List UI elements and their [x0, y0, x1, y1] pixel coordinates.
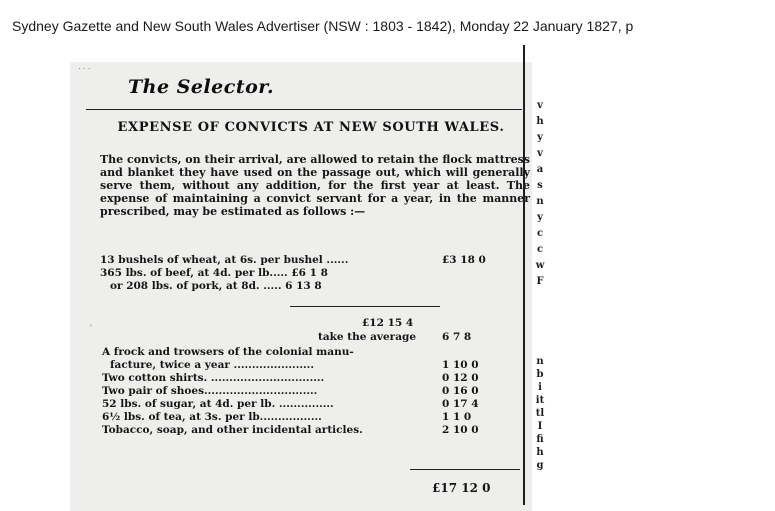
fragment-letter: c [536, 244, 544, 255]
clothing-amount: 0 16 0 [442, 385, 479, 397]
fragment-letter: i [538, 382, 542, 393]
subtotal-rule [290, 306, 440, 307]
clothing-row: Two pair of shoes............................... [102, 385, 318, 397]
clothing-row: Tobacco, soap, and other incidental articles. [102, 424, 363, 436]
fragment-letter: n [536, 356, 544, 367]
fragment-letter: b [536, 369, 544, 380]
fragment-letter: g [536, 460, 544, 471]
food-row-wheat [100, 254, 348, 266]
fragment-letter: tl [535, 408, 545, 419]
fragment-letter: it [535, 395, 545, 406]
clothing-amount: 0 12 0 [442, 372, 479, 384]
fragment-letter: h [536, 447, 544, 458]
fragment-letter: s [537, 180, 543, 191]
total-rule [410, 469, 520, 470]
fragment-letter: v [537, 100, 543, 111]
clothing-amount: 1 10 0 [442, 359, 479, 371]
article-body: The convicts, on their arrival, are allowed to retain the flock mattress and blanket they have used on the passage out, which will generally serve them, without any addition, for the first year at least. The expense of maintaining a convict servant for a year, in the manner prescribed, may be estimated as follows :— [100, 153, 530, 218]
fragment-letter: y [537, 132, 543, 143]
fragment-letter: w [535, 260, 545, 271]
average-amount: 6 7 8 [442, 331, 472, 343]
grand-total: £17 12 0 [432, 481, 491, 495]
fragment-letter: F [536, 276, 544, 287]
newspaper-clipping [70, 62, 532, 511]
clothing-row: facture, twice a year ...................... [110, 359, 314, 371]
section-title: The Selector. [128, 76, 275, 98]
food-row-wheat-amount: £3 18 0 [442, 254, 486, 266]
fragment-letter: h [536, 116, 544, 127]
fragment-letter: a [536, 164, 544, 175]
fragment-letter: fi [536, 434, 544, 445]
adjacent-column-fragment-lower [533, 355, 547, 472]
fragment-letter: y [537, 212, 543, 223]
subtotal: £12 15 4 [362, 317, 414, 329]
fragment-letter: n [536, 196, 544, 207]
article-title: EXPENSE OF CONVICTS AT NEW SOUTH WALES. [117, 120, 505, 135]
row-item: 13 bushels of wheat, at 6s. per bushel ...... [100, 254, 349, 266]
food-row-beef: 365 lbs. of beef, at 4d. per lb..... £6 1 8 [100, 267, 328, 279]
scan-speck: · · · [78, 64, 91, 73]
clothing-amount: 2 10 0 [442, 424, 479, 436]
fragment-letter: I [537, 421, 543, 432]
food-row-pork: or 208 lbs. of pork, at 8d. ..... 6 13 8 [110, 280, 322, 292]
average-label: take the average [318, 331, 417, 343]
section-divider [86, 109, 522, 110]
fragment-letter: v [537, 148, 543, 159]
citation-header: Sydney Gazette and New South Wales Advertiser (NSW : 1803 - 1842), Monday 22 January 1827, p [12, 18, 634, 34]
fragment-letter: c [536, 228, 544, 239]
clothing-amount: 0 17 4 [442, 398, 479, 410]
clothing-row: Two cotton shirts. ............................... [102, 372, 325, 384]
clothing-row: 6½ lbs. of tea, at 3s. per lb................. [102, 411, 322, 423]
scan-speck: ʼ [90, 324, 92, 333]
column-divider [523, 45, 525, 505]
clothing-amount: 1 1 0 [442, 411, 472, 423]
clothing-row: 52 lbs. of sugar, at 4d. per lb. ............... [102, 398, 334, 410]
adjacent-column-fragment-upper [533, 98, 547, 290]
clothing-row: A frock and trowsers of the colonial manu- [102, 346, 354, 358]
